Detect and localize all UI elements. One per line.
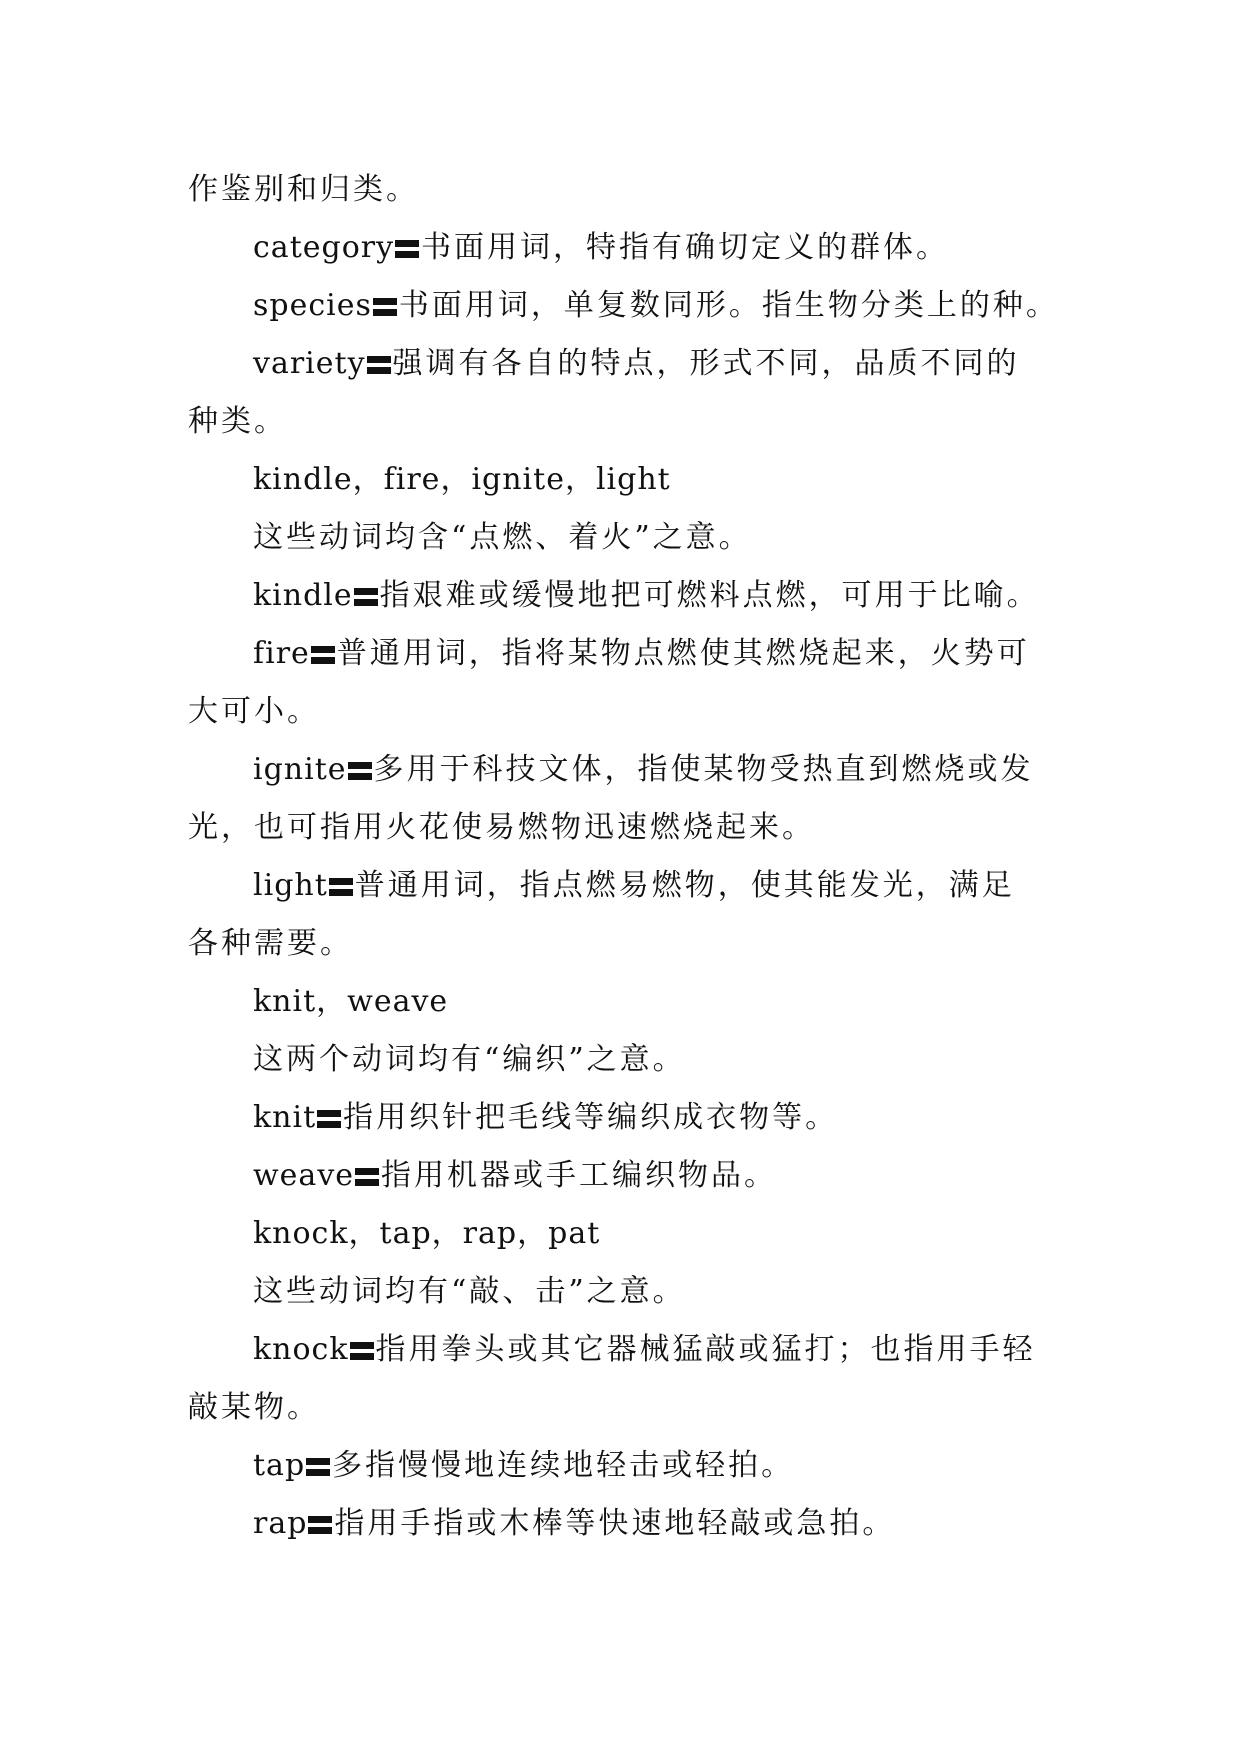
text-line — [188, 161, 1068, 219]
definition-text: 指艰难或缓慢地把可燃料点燃，可用于比喻。 — [379, 578, 1040, 613]
definition-line — [188, 857, 1068, 915]
term-word: light — [253, 868, 328, 903]
definition-text: 普通用词，指将某物点燃使其燃烧起来，火势可 — [336, 636, 1030, 671]
term-word: weave — [253, 1158, 355, 1193]
definition-line — [188, 1495, 1068, 1553]
definition-line — [188, 219, 1068, 277]
separator-mark — [329, 878, 353, 896]
definition-line — [188, 567, 1068, 625]
group-meaning-line — [188, 509, 1068, 567]
term-word: category — [253, 230, 395, 265]
word-group: knock，tap，rap，pat — [253, 1216, 601, 1251]
word-group-heading — [188, 451, 1068, 509]
definition-line — [188, 1089, 1068, 1147]
definition-text: 强调有各自的特点，形式不同，品质不同的 — [392, 346, 1020, 381]
definition-text: 多指慢慢地连续地轻击或轻拍。 — [332, 1448, 795, 1483]
line-text: 大可小。 — [188, 694, 320, 729]
definition-text: 指用织针把毛线等编织成衣物等。 — [343, 1100, 839, 1135]
line-text: 敲某物。 — [188, 1390, 320, 1425]
separator-mark — [395, 240, 419, 258]
line-text: 作鉴别和归类。 — [188, 172, 419, 207]
definition-line — [188, 741, 1068, 799]
term-word: knit — [253, 1100, 317, 1135]
group-meaning: 这些动词均有“敲、击”之意。 — [253, 1274, 686, 1309]
line-text: 种类。 — [188, 404, 287, 439]
definition-text: 指用手指或木棒等快速地轻敲或急拍。 — [334, 1506, 896, 1541]
definition-line — [188, 625, 1068, 683]
term-word: ignite — [253, 752, 347, 787]
separator-mark — [354, 588, 378, 606]
term-word: species — [253, 288, 372, 323]
group-meaning: 这两个动词均有“编织”之意。 — [253, 1042, 686, 1077]
definition-line — [188, 1147, 1068, 1205]
line-text: 各种需要。 — [188, 926, 353, 961]
definition-line — [188, 335, 1068, 393]
term-word: knock — [253, 1332, 349, 1367]
separator-mark — [317, 1110, 341, 1128]
term-word: fire — [253, 636, 310, 671]
separator-mark — [355, 1168, 379, 1186]
definition-text: 多用于科技文体，指使某物受热直到燃烧或发 — [373, 752, 1034, 787]
line-text: 光，也可指用火花使易燃物迅速燃烧起来。 — [188, 810, 815, 845]
term-word: rap — [253, 1506, 308, 1541]
word-group: knit，weave — [253, 984, 449, 1019]
word-group-heading — [188, 973, 1068, 1031]
word-group-heading — [188, 1205, 1068, 1263]
text-line — [188, 393, 1068, 451]
definition-text: 指用拳头或其它器械猛敲或猛打；也指用手轻 — [375, 1332, 1036, 1367]
group-meaning: 这些动词均含“点燃、着火”之意。 — [253, 520, 752, 555]
term-word: tap — [253, 1448, 306, 1483]
text-line — [188, 799, 1068, 857]
word-group: kindle，fire，ignite，light — [253, 462, 671, 497]
text-line — [188, 915, 1068, 973]
document-body — [188, 161, 1068, 1553]
text-line — [188, 683, 1068, 741]
group-meaning-line — [188, 1263, 1068, 1321]
definition-text: 书面用词，特指有确切定义的群体。 — [421, 230, 950, 265]
separator-mark — [311, 646, 335, 664]
definition-line — [188, 277, 1068, 335]
separator-mark — [350, 1342, 374, 1360]
definition-text: 指用机器或手工编织物品。 — [381, 1158, 778, 1193]
separator-mark — [373, 298, 397, 316]
term-word: variety — [253, 346, 366, 381]
term-word: kindle — [253, 578, 353, 613]
definition-line — [188, 1437, 1068, 1495]
separator-mark — [367, 356, 391, 374]
text-line — [188, 1379, 1068, 1437]
separator-mark — [348, 762, 372, 780]
separator-mark — [306, 1458, 330, 1476]
definition-text: 普通用词，指点燃易燃物，使其能发光，满足 — [354, 868, 1015, 903]
definition-text: 书面用词，单复数同形。指生物分类上的种。 — [398, 288, 1059, 323]
group-meaning-line — [188, 1031, 1068, 1089]
definition-line — [188, 1321, 1068, 1379]
separator-mark — [308, 1516, 332, 1534]
